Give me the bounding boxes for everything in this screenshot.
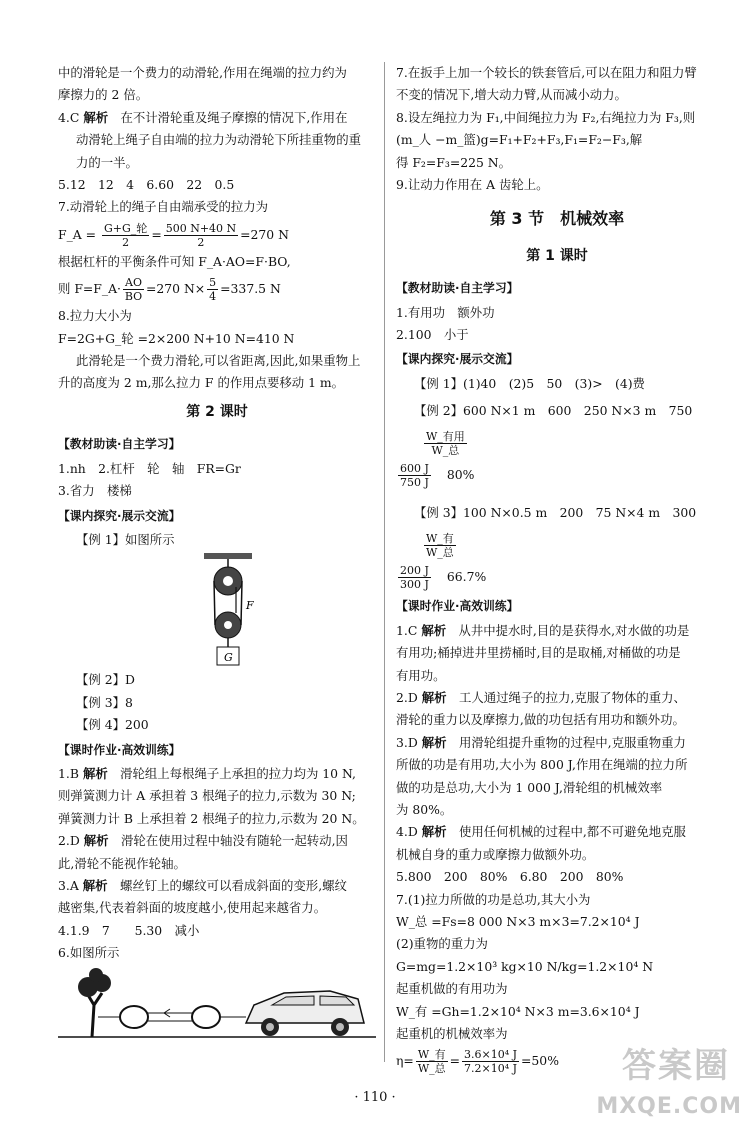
- example-text: 【例 2】600 N×1 m 600 250 N×3 m 750: [414, 403, 693, 419]
- text-line: 1.有用功 额外功: [396, 304, 495, 320]
- text-line: 2.100 小于: [396, 327, 469, 343]
- numerator: G+G_轮: [104, 221, 148, 235]
- formula-text: 则 F=F_A·: [58, 281, 121, 297]
- answer-7: 7.动滑轮上的绳子自由端承受的拉力为: [58, 199, 269, 215]
- text-line: W_有 =Gh=1.2×10⁴ N×3 m=3.6×10⁴ J: [396, 1003, 640, 1019]
- answer-7: 7.(1)拉力所做的功是总功,其大小为: [396, 891, 591, 907]
- example-text: 【例 3】100 N×0.5 m 200 75 N×4 m 300: [414, 505, 697, 521]
- answer-2: [396, 687, 718, 709]
- text-line: 不变的情况下,增大动力臂,从而减小动力。: [396, 87, 627, 103]
- lesson-heading: 第 1 课时: [526, 247, 588, 264]
- fraction: [424, 532, 456, 559]
- text-line: 中的滑轮是一个费力的动滑轮,作用在绳端的拉力约为: [58, 65, 347, 80]
- text-line: 得 F₂=F₃=225 N。: [396, 154, 512, 170]
- text-line: 此滑轮是一个费力滑轮,可以省距离,因此,如果重物上: [76, 353, 361, 369]
- formula-text: =: [449, 1053, 461, 1069]
- formula-text: =270 N: [240, 226, 289, 242]
- analysis-tag: 解析: [421, 824, 447, 840]
- formula-2: [58, 273, 376, 305]
- denominator: 2: [197, 235, 205, 249]
- fraction: [102, 222, 149, 249]
- pulley-right: [192, 1006, 220, 1028]
- answer-3: [396, 732, 718, 754]
- example-1: 【例 1】(1)40 (2)5 50 (3)> (4)费: [414, 375, 645, 391]
- numerator: W_有用: [426, 430, 465, 444]
- watermark-logo: 答案圈: [622, 1046, 730, 1086]
- example-4: 【例 4】200: [76, 717, 149, 733]
- example-text: 66.7%: [446, 569, 487, 585]
- text-line: 摩擦力的 2 倍。: [58, 87, 149, 103]
- answer-5: 5.800 200 80% 6.80 200 80%: [396, 869, 624, 885]
- formula-text: =337.5 N: [220, 281, 281, 297]
- text-line: 升的高度为 2 m,那么拉力 F 的作用点要移动 1 m。: [58, 375, 345, 391]
- numerator: 3.6×10⁴ J: [464, 1048, 518, 1062]
- text-line: 1.nh 2.杠杆 轮 轴 FR=Gr: [58, 460, 241, 476]
- denominator: W_总: [426, 546, 454, 560]
- weight-label: G: [224, 651, 233, 665]
- denominator: W_总: [431, 444, 460, 458]
- text-line: 4.1.9 7 5.30 减小: [58, 922, 200, 938]
- answer-text: 滑轮在使用过程中轴没有随轮一起转动,因: [120, 833, 348, 849]
- text-line: 有用功;桶掉进井里捞桶时,目的是取桶,对桶做的功是: [396, 645, 681, 661]
- fraction: [164, 222, 238, 249]
- pulley-diagram: [58, 551, 376, 669]
- text-line: 根据杠杆的平衡条件可知 F_A·AO=F·BO,: [58, 253, 291, 269]
- text-line: 机械自身的重力或摩擦力做额外功。: [396, 846, 595, 862]
- text-line: 为 80%。: [396, 801, 453, 817]
- example-3: [396, 497, 718, 561]
- left-column: [58, 62, 376, 1045]
- text-line: 做的功是总功,大小为 1 000 J,滑轮组的机械效率: [396, 779, 663, 795]
- text-line: 动滑轮上绳子自由端的拉力为动滑轮下所挂重物的重: [76, 132, 361, 148]
- denominator: W_总: [417, 1062, 446, 1076]
- text-line: F=2G+G_轮 =2×200 N+10 N=410 N: [58, 330, 295, 346]
- answer-number: 4.D: [396, 824, 418, 840]
- answer-text: 滑轮组上每根绳子上承担的拉力均为 10 N,: [120, 765, 356, 781]
- text-line: 有用功。: [396, 667, 446, 683]
- answer-3: [58, 875, 376, 897]
- formula-text: =50%: [521, 1053, 559, 1069]
- fraction: [424, 430, 467, 457]
- fraction: [462, 1048, 519, 1075]
- numerator: 5: [209, 276, 217, 290]
- watermark-url: MXQE.COM: [596, 1094, 742, 1119]
- denominator: 7.2×10⁴ J: [464, 1062, 518, 1076]
- answer-text: 使用任何机械的过程中,都不可避免地克服: [458, 824, 686, 840]
- section-tag: 【教材助读·自主学习】: [396, 281, 519, 296]
- answer-number: 2.D: [396, 689, 418, 705]
- answer-4: [396, 821, 718, 843]
- denominator: 300 J: [400, 578, 429, 592]
- section-tag: 【课时作业·高效训练】: [58, 742, 181, 757]
- text-line: W_总 =Fs=8 000 N×3 m×3=7.2×10⁴ J: [396, 913, 640, 929]
- page-number: · 110 ·: [354, 1090, 396, 1105]
- answer-4: [58, 107, 376, 129]
- answer-number: 1.B: [58, 765, 79, 781]
- text-line: (2)重物的重力为: [396, 936, 488, 952]
- analysis-tag: 解析: [82, 765, 108, 781]
- formula-1: [58, 219, 376, 251]
- text-line: 此,滑轮不能视作轮轴。: [58, 855, 186, 871]
- fraction: [398, 462, 431, 489]
- fraction: [398, 564, 431, 591]
- car-body: [246, 991, 364, 1023]
- numerator: 600 J: [400, 462, 429, 476]
- text-line: 6.如图所示: [58, 945, 120, 961]
- numerator: W_有: [417, 1048, 446, 1062]
- right-column: [396, 62, 718, 1077]
- answer-5: 5.12 12 4 6.60 22 0.5: [58, 177, 235, 193]
- numerator: AO: [125, 276, 142, 290]
- text-line: 3.省力 楼梯: [58, 483, 132, 499]
- answer-number: 3.A: [58, 877, 79, 893]
- answer-number: 2.D: [58, 833, 80, 849]
- answer-8: 8.拉力大小为: [58, 308, 132, 324]
- answer-number: 3.D: [396, 734, 418, 750]
- text-line: 所做的功是有用功,大小为 800 J,作用在绳端的拉力所: [396, 757, 688, 773]
- numerator: 500 N+40 N: [165, 221, 237, 235]
- denominator: 750 J: [400, 476, 429, 490]
- lesson-heading: 第 2 课时: [186, 403, 248, 420]
- fraction: [416, 1048, 448, 1075]
- example-2-cont: [396, 459, 718, 491]
- analysis-tag: 解析: [421, 689, 447, 705]
- formula-text: =270 N×: [145, 281, 206, 297]
- answer-2: [58, 830, 376, 852]
- example-1: 【例 1】如图所示: [76, 531, 175, 547]
- car-tree-diagram: [58, 965, 376, 1045]
- numerator: W_有: [426, 532, 454, 546]
- fraction: [123, 276, 144, 303]
- example-2: 【例 2】D: [76, 672, 135, 688]
- text-line: (m_人 −m_篮)g=F₁+F₂+F₃,F₁=F₂−F₃,解: [396, 132, 643, 148]
- text-line: 7.在扳手上加一个较长的铁套管后,可以在阻力和阻力臂: [396, 65, 697, 80]
- formula-text: F_A =: [58, 226, 97, 242]
- analysis-tag: 解析: [421, 734, 447, 750]
- text-line: 滑轮的重力以及摩擦力,做的功包括有用功和额外功。: [396, 712, 685, 728]
- analysis-tag: 解析: [83, 833, 109, 849]
- pulley-left: [120, 1006, 148, 1028]
- answer-text: 螺丝钉上的螺纹可以看成斜面的变形,螺纹: [119, 877, 347, 893]
- analysis-tag: 解析: [83, 109, 109, 125]
- example-text: 80%: [446, 467, 475, 483]
- text-line: 则弹簧测力计 A 承担着 3 根绳子的拉力,示数为 30 N;: [58, 788, 356, 804]
- answer-1: [58, 763, 376, 785]
- answer-number: 4.C: [58, 109, 80, 125]
- example-3-cont: [396, 561, 718, 593]
- formula-text: =: [151, 226, 162, 242]
- example-3: 【例 3】8: [76, 694, 133, 710]
- answer-1: [396, 620, 718, 642]
- section-tag: 【课内探究·展示交流】: [58, 508, 181, 523]
- answer-text: 工人通过绳子的拉力,克服了物体的重力、: [458, 689, 686, 705]
- analysis-tag: 解析: [82, 877, 108, 893]
- text-line: 越密集,代表着斜面的坡度越小,使用起来越省力。: [58, 900, 327, 916]
- answer-text: 从井中提水时,目的是获得水,对水做的功是: [458, 622, 690, 638]
- denominator: BO: [124, 290, 143, 304]
- section-tag: 【课内探究·展示交流】: [396, 352, 519, 367]
- text-line: 力的一半。: [76, 154, 138, 170]
- section-tag: 【教材助读·自主学习】: [58, 437, 181, 452]
- text-line: 弹簧测力计 B 上承担着 2 根绳子的拉力,示数为 20 N。: [58, 810, 365, 826]
- numerator: 200 J: [400, 564, 429, 578]
- example-2: [396, 395, 718, 459]
- force-label: F: [246, 599, 254, 613]
- section-title: 第 3 节 机械效率: [489, 209, 625, 229]
- answer-text: 在不计滑轮重及绳子摩擦的情况下,作用在: [120, 109, 348, 125]
- section-tag: 【课时作业·高效训练】: [396, 599, 519, 614]
- formula-text: η=: [396, 1053, 414, 1069]
- ceiling-hatch: [204, 553, 252, 559]
- answer-text: 用滑轮组提升重物的过程中,克服重物重力: [458, 734, 686, 750]
- answer-number: 1.C: [396, 622, 418, 638]
- denominator: 2: [122, 235, 130, 249]
- text-line: 起重机的机械效率为: [396, 1026, 508, 1041]
- column-divider: [384, 62, 385, 1062]
- analysis-tag: 解析: [421, 622, 447, 638]
- text-line: G=mg=1.2×10³ kg×10 N/kg=1.2×10⁴ N: [396, 958, 654, 974]
- car-figure: [58, 965, 376, 1045]
- text-line: 起重机做的有用功为: [396, 981, 508, 997]
- text-line: 9.让动力作用在 A 齿轮上。: [396, 177, 549, 193]
- tree-trunk: [88, 993, 102, 1037]
- denominator: 4: [209, 290, 217, 304]
- text-line: 8.设左绳拉力为 F₁,中间绳拉力为 F₂,右绳拉力为 F₃,则: [396, 109, 696, 125]
- fraction: [207, 276, 218, 303]
- pulley-figure: [58, 551, 376, 669]
